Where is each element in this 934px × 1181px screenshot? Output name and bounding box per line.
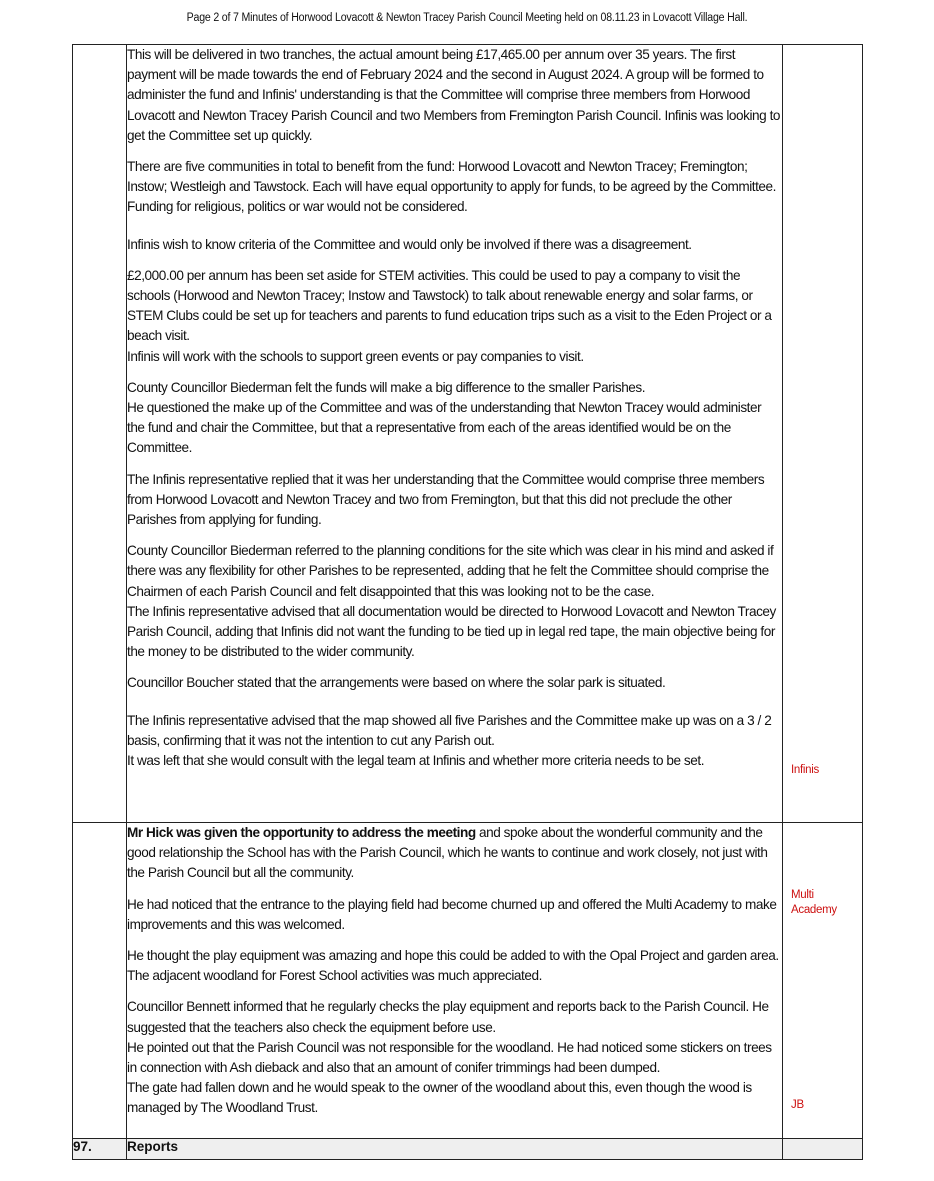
action-cell	[783, 1139, 863, 1160]
paragraph: Infinis wish to know criteria of the Committee and would only be involved if there was a disagreement.	[127, 236, 692, 252]
minutes-table	[72, 44, 863, 1160]
lead-bold-text: Mr Hick was given the opportunity to address the meeting	[127, 825, 476, 840]
paragraph: This will be delivered in two tranches, the actual amount being £17,465.00 per annum over 35 years. The first payment will be made towards the end of February 2024 and the second in August 2024. A group will be formed to administer the fund and Infinis' understanding is that the Committee will comprise three members from Horwood Lovacott and Newton Tracey Parish Council and two Members from Fremington Parish Council. Infinis was looking to get the Committee set up quickly.	[127, 47, 781, 143]
minutes-body-cell	[127, 823, 783, 1139]
minutes-row-reports	[73, 1139, 863, 1160]
action-cell	[783, 45, 863, 823]
action-label-jb: JB	[791, 1099, 804, 1111]
minutes-row-mr-hick	[73, 823, 863, 1139]
page-header: Page 2 of 7 Minutes of Horwood Lovacott & Newton Tracey Parish Council Meeting held on 08.11.23 in Lovacott Village Hall.	[186, 12, 748, 24]
item-number-cell	[73, 823, 127, 1139]
paragraph: Mr Hick was given the opportunity to address the meeting and spoke about the wonderful community and the good relationship the School has with the Parish Council, which he wants to continue and work closely, not just with the Parish Council but all the community.	[127, 825, 768, 881]
minutes-body-cell	[127, 45, 783, 823]
paragraph: He had noticed that the entrance to the playing field had become churned up and offered the Multi Academy to make improvements and this was welcomed.	[127, 896, 777, 932]
item-number-cell	[73, 45, 127, 823]
item-number: 97.	[73, 1139, 127, 1160]
paragraph: County Councillor Biederman referred to the planning conditions for the site which was clear in his mind and asked if there was any flexibility for other Parishes to be represented, adding that he felt the Committee should comprise the Chairmen of each Parish Council and felt disappointed that this was looking not to be the case. The Infinis representative advised that all documentation would be directed to Horwood Lovacott and Newton Tracey Parish Council, adding that Infinis did not want the funding to be tied up in legal red tape, the main objective being for the money to be distributed to the wider community.	[127, 543, 776, 660]
item-title: Reports	[127, 1139, 783, 1160]
paragraph: £2,000.00 per annum has been set aside for STEM activities. This could be used to pay a company to visit the schools (Horwood and Newton Tracey; Instow and Tawstock) to talk about renewable energy and solar farms, or STEM Clubs could be set up for teachers and parents to fund education trips such as a visit to the Eden Project or a beach visit. Infinis will work with the schools to support green events or pay companies to visit.	[127, 267, 772, 364]
paragraph: The Infinis representative replied that it was her understanding that the Committee would comprise three members from Horwood Lovacott and Newton Tracey and two from Fremington, but that this did not preclude the other Parishes from applying for funding.	[127, 471, 765, 528]
paragraph: Councillor Bennett informed that he regularly checks the play equipment and reports back to the Parish Council. He suggested that the teachers also check the equipment before use. He pointed out that the Parish Council was not responsible for the woodland. He had noticed some stickers on trees in connection with Ash dieback and also that an amount of conifer trimmings had been dumped. The gate had fallen down and he would speak to the owner of the woodland about this, even though the wood is managed by The Woodland Trust.	[127, 999, 772, 1116]
paragraph: County Councillor Biederman felt the funds will make a big difference to the smaller Parishes. He questioned the make up of the Committee and was of the understanding that Newton Tracey would administer the fund and chair the Committee, but that a representative from each of the areas identified would be on the Committee.	[127, 379, 762, 456]
minutes-row-infinis	[73, 45, 863, 823]
action-label-infinis: Infinis	[791, 764, 819, 776]
paragraph: Councillor Boucher stated that the arrangements were based on where the solar park is situated.	[127, 675, 666, 691]
action-label-multi-academy: Multi Academy	[791, 889, 837, 916]
action-cell	[783, 823, 863, 1139]
paragraph: There are five communities in total to benefit from the fund: Horwood Lovacott and Newton Tracey; Fremington; Instow; Westleigh and Tawstock. Each will have equal opportunity to apply for funds, to be agreed by the Committee. Funding for religious, politics or war would not be considered.	[127, 159, 776, 215]
paragraph: He thought the play equipment was amazing and hope this could be added to with the Opal Project and garden area. The adjacent woodland for Forest School activities was much appreciated.	[127, 948, 779, 984]
paragraph: The Infinis representative advised that the map showed all five Parishes and the Committee make up was on a 3 / 2 basis, confirming that it was not the intention to cut any Parish out. It was left that she would consult with the legal team at Infinis and whether more criteria needs to be set.	[127, 712, 772, 769]
